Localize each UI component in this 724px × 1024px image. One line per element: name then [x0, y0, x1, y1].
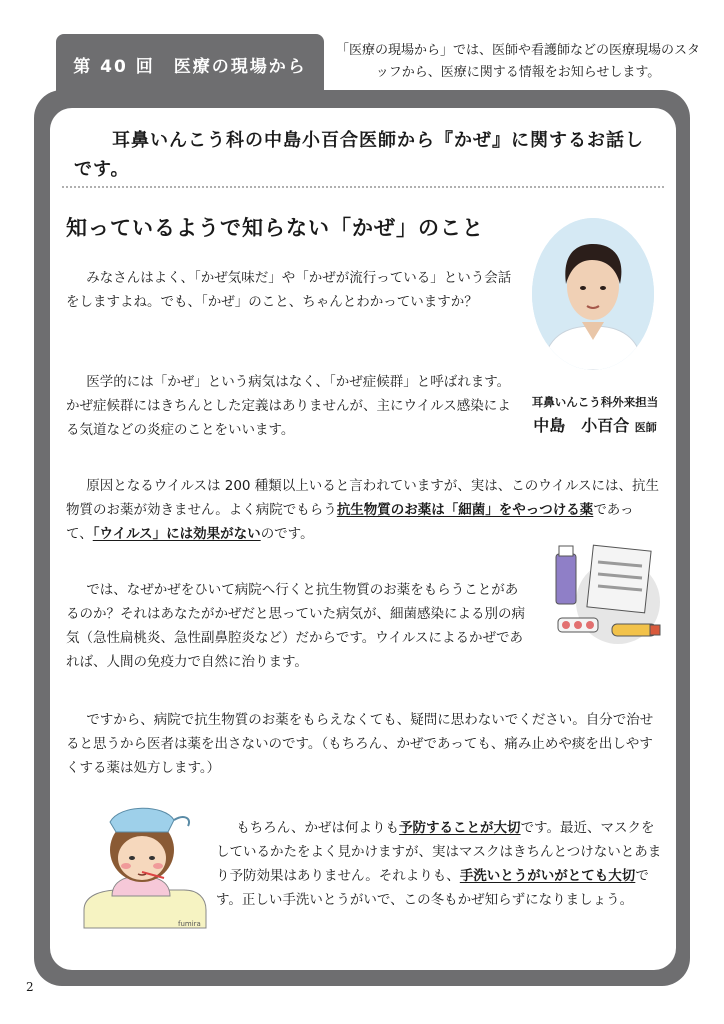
doctor-department: 耳鼻いんこう科外来担当 — [531, 395, 659, 409]
article-headline: 知っているようで知らない「かぜ」のこと — [66, 216, 484, 240]
highlight-handwash-gargle: 手洗いとうがいがとても大切 — [459, 868, 636, 884]
doctor-name: 中島 小百合 — [533, 416, 630, 435]
doctor-title: 医師 — [634, 421, 657, 434]
paragraph-2: 医学的には「かぜ」という病気はなく、「かぜ症候群」と呼ばれます。かぜ症候群にはきちんとした定義はありませんが、主にウイルス感染による気道などの炎症のことをいいます。 — [66, 374, 511, 438]
sick-child-illustration — [80, 798, 210, 932]
doctor-portrait — [532, 218, 654, 370]
page-number: 2 — [26, 980, 34, 994]
series-tab: 第 40 回 医療の現場から — [56, 34, 324, 94]
paragraph-1: みなさんはよく、「かぜ気味だ」や「かぜが流行っている」という会話をしますよね。でも、「かぜ」のこと、ちゃんとわかっていますか？ — [66, 270, 512, 310]
paragraph-6 — [216, 816, 662, 912]
paragraph-3-text-c: のです。 — [260, 526, 314, 542]
lead-text: 耳鼻いんこう科の中島小百合医師から『かぜ』に関するお話しです。 — [74, 130, 644, 180]
paragraph-3-text-b: であって、 — [66, 502, 634, 542]
article-panel — [50, 108, 676, 970]
dotted-divider — [62, 186, 664, 188]
paragraph-3-text-a: 原因となるウイルスは 200 種類以上いると言われていますが、実は、このウイルスには、抗生物質のお薬が効きません。よく病院でもらう — [66, 478, 659, 518]
paragraph-4: では、なぜかぜをひいて病院へ行くと抗生物質のお薬をもらうことがあるのか？それはあなたがかぜだと思っていた病気が、細菌感染による別の病気（急性扁桃炎、急性副鼻腔炎など）だからです。ウイルスによるかぜであれば、人間の免疫力で自然に治ります。 — [66, 582, 525, 670]
paragraph-6-text-a: もちろん、かぜは何よりも — [236, 820, 400, 836]
highlight-prevention: 予防することが大切 — [399, 820, 521, 836]
paragraph-5: ですから、病院で抗生物質のお薬をもらえなくても、疑問に思わないでください。自分で治せると思うから医者は薬を出さないのです。（もちろん、かぜであっても、痛み止めや痰を出しやすくする薬は処方します。） — [66, 712, 654, 776]
paragraph-6-text-b: です。最近、マスクをしているかたをよく見かけますが、実はマスクはきちんとつけないとあまり予防効果はありません。それよりも、 — [216, 820, 662, 884]
highlight-no-effect-virus: 「ウイルス」には効果がない — [92, 526, 261, 542]
doctor-name-line — [520, 413, 670, 436]
illustration-credit: fumira — [178, 920, 201, 928]
paragraph-3 — [66, 474, 660, 546]
medicine-illustration — [550, 544, 668, 648]
intro-text: 「医療の現場から」では、医師や看護師などの医療現場のスタッフから、医療に関する情報をお知らせします。 — [335, 43, 700, 80]
paragraph-6-text-c: です。正しい手洗いとうがいで、この冬もかぜ知らずになりましょう。 — [216, 868, 649, 908]
highlight-antibiotics-bacteria: 抗生物質のお薬は「細菌」をやっつける薬 — [336, 502, 594, 518]
